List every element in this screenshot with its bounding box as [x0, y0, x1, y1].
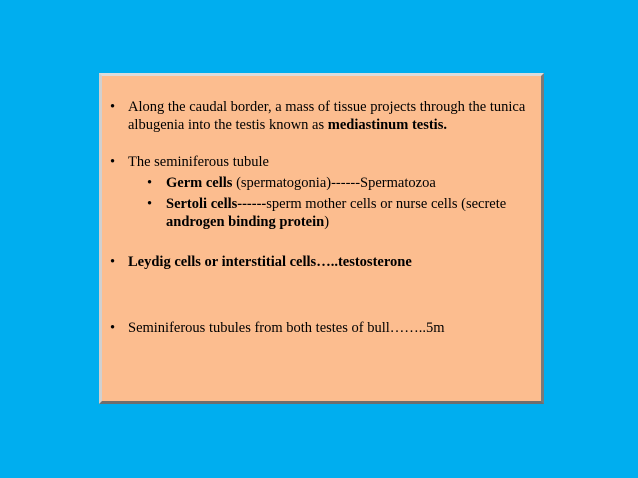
sertoli-cells-text: sperm mother cells or nurse cells (secrete — [266, 196, 507, 212]
slide-panel — [99, 73, 544, 404]
term-androgen-binding-protein: androgen binding protein — [166, 214, 325, 230]
bullet-mediastinum — [109, 98, 545, 134]
slide-body — [109, 98, 545, 337]
term-sertoli-cells: Sertoli cells------ — [166, 196, 267, 212]
bullet-text-4: Seminiferous tubules from both testes of bull……..5m — [128, 320, 445, 336]
germ-cells-text: (spermatogonia)------Spermatozoa — [232, 175, 436, 191]
bullet-dot: • — [110, 320, 116, 336]
sub-bullet-dot: • — [147, 196, 153, 212]
sertoli-close-paren: ) — [324, 214, 330, 230]
bullet-dot: • — [110, 99, 116, 115]
term-leydig-cells: Leydig cells or interstitial cells…..testosterone — [128, 254, 412, 270]
sub-bullet-dot: • — [147, 175, 153, 191]
term-mediastinum-testis: mediastinum testis. — [327, 117, 447, 133]
term-germ-cells: Germ cells — [166, 175, 233, 191]
sub-bullet-sertoli-cells — [128, 195, 545, 231]
bullet-dot: • — [110, 254, 116, 270]
bullet-dot: • — [110, 154, 116, 170]
bullet-tubule-length — [109, 319, 545, 337]
bullet-text-1: Along the caudal border, a mass of tissue projects through the tunica albugenia into the testis known as — [128, 99, 526, 133]
sub-bullet-germ-cells — [128, 174, 545, 192]
bullet-seminiferous-tubule — [109, 153, 545, 171]
bullet-text-2: The seminiferous tubule — [128, 154, 269, 170]
bullet-leydig-cells — [109, 253, 545, 271]
